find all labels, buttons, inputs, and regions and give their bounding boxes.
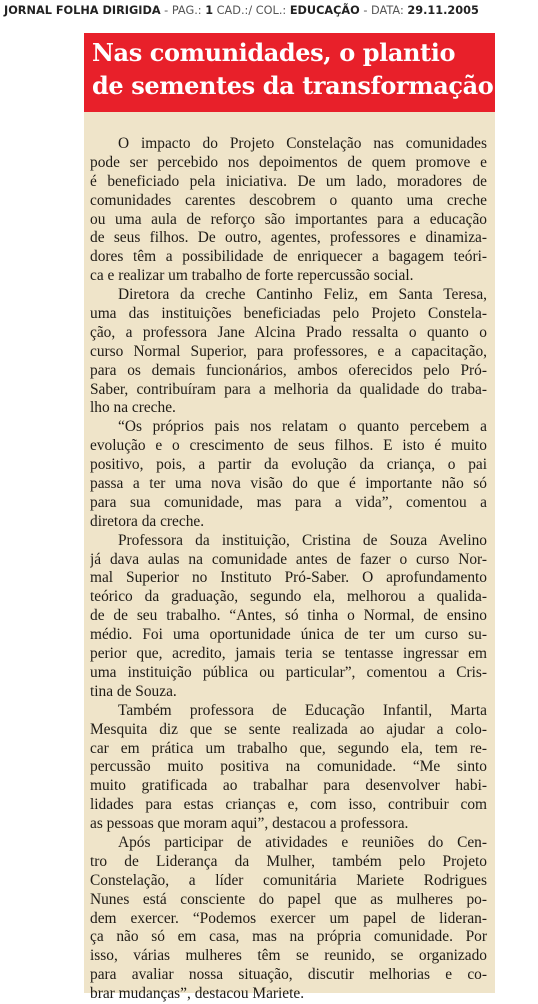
article-line: isso, várias mulheres têm se reunido, se organizado bbox=[90, 947, 487, 965]
article-line: ou uma aula de reforço são importantes para a educação bbox=[90, 210, 487, 228]
article-line: para sua comunidade, mas para a vida”, comentou a bbox=[90, 493, 487, 511]
date-label: - DATA: bbox=[359, 4, 408, 17]
section-value: EDUCAÇÃO bbox=[289, 4, 360, 17]
article-line: positivo, pois, a partir da evolução da criança, o pai bbox=[90, 456, 487, 474]
article-line: passa a ter uma nova visão do que é importante não só bbox=[90, 475, 487, 493]
article-line: car em prática um trabalho que, segundo ela, tem re- bbox=[90, 739, 487, 757]
article-line: Também professora de Educação Infantil, Marta bbox=[118, 701, 487, 719]
headline-band bbox=[84, 33, 495, 112]
article-line: teórico da graduação, segundo ela, melhorou a qualida- bbox=[90, 588, 487, 606]
article-line: uma das instituições beneficiadas pelo Projeto Constela- bbox=[90, 305, 487, 323]
article-line: de de seu trabalho. “Antes, só tinha o Normal, de ensino bbox=[90, 607, 487, 625]
article-line: pode ser percebido nos depoimentos de quem promove e bbox=[90, 153, 487, 171]
headline-line-1: Nas comunidades, o plantio bbox=[92, 38, 456, 67]
article-line: dores têm a possibilidade de enriquecer a bagagem teóri- bbox=[90, 248, 487, 266]
article-line: comunidades carentes descobrem o quanto uma creche bbox=[90, 191, 487, 209]
article-line: O impacto do Projeto Constelação nas comunidades bbox=[118, 135, 487, 152]
article-line: percussão muito positiva na comunidade. “Me sinto bbox=[90, 758, 487, 776]
article-line: Professora da instituição, Cristina de Souza Avelino bbox=[118, 531, 487, 549]
article-line: tro de Liderança da Mulher, também pelo Projeto bbox=[90, 852, 487, 870]
article-line: para os demais funcionários, ambos oferecidos pelo Pró- bbox=[90, 361, 487, 379]
article-line: Diretora da creche Cantinho Feliz, em Santa Teresa, bbox=[118, 286, 487, 304]
date-value: 29.11.2005 bbox=[407, 4, 479, 17]
article-line: curso Normal Superior, para professores, e a capacitação, bbox=[90, 342, 487, 360]
section-label: CAD.:/ COL.: bbox=[213, 4, 290, 17]
article-line: tina de Souza. bbox=[90, 682, 177, 700]
article-line: muito gratificada ao trabalhar para desenvolver habi- bbox=[90, 777, 487, 795]
headline-line-2: de sementes da transformação bbox=[92, 71, 494, 100]
page-value: 1 bbox=[205, 4, 214, 17]
article-line: Nunes está consciente do papel que as mulheres po- bbox=[90, 890, 487, 908]
article-line: perior que, acredito, jamais teria se tentasse ingressar em bbox=[90, 645, 487, 663]
article-line: as pessoas que moram aqui”, destacou a professora. bbox=[90, 815, 409, 833]
article-line: dem exercer. “Podemos exercer um papel de lideran- bbox=[90, 909, 487, 927]
article-line: de seus filhos. De outro, agentes, professores e dinamiza- bbox=[90, 229, 487, 247]
article-line: já dava aulas na comunidade antes de fazer o curso Nor- bbox=[90, 550, 487, 568]
article-line: para avaliar nossa situação, discutir melhorias e co- bbox=[90, 966, 487, 984]
article-line: ca e realizar um trabalho de forte repercussão social. bbox=[90, 267, 414, 285]
page-label: - PAG.: bbox=[160, 4, 206, 17]
clipping-header bbox=[4, 4, 534, 17]
article-line: Saber, contribuíram para a melhoria da qualidade do traba- bbox=[90, 380, 487, 398]
article-body bbox=[90, 135, 487, 1004]
article-line: ção, a professora Jane Alcina Prado ressalta o quanto o bbox=[90, 323, 487, 341]
article-line: Mesquita diz que se sente realizada ao ajudar a colo- bbox=[90, 720, 487, 738]
article-line: lho na creche. bbox=[90, 399, 176, 417]
article-line: Após participar de atividades e reuniões do Cen- bbox=[118, 833, 487, 851]
article-line: brar mudanças”, destacou Mariete. bbox=[90, 985, 305, 1003]
article-line: mal Superior no Instituto Pró-Saber. O aprofundamento bbox=[90, 569, 487, 587]
article-line: médio. Foi uma oportunidade única de ter um curso su- bbox=[90, 626, 487, 644]
newspaper-clipping bbox=[84, 33, 495, 1003]
article-line: evolução e o crescimento de seus filhos. E isto é muito bbox=[90, 437, 487, 455]
article-line: ça não só em casa, mas na própria comunidade. Por bbox=[90, 928, 487, 946]
publication-name: JORNAL FOLHA DIRIGIDA bbox=[4, 4, 161, 17]
article-line: “Os próprios pais nos relatam o quanto percebem a bbox=[118, 418, 487, 436]
article-line: diretora da creche. bbox=[90, 512, 205, 530]
article-line: é beneficiado pela iniciativa. De um lado, moradores de bbox=[90, 172, 487, 190]
article-line: uma instituição pública ou particular”, comentou a Cris- bbox=[90, 663, 487, 681]
article-line: Constelação, a líder comunitária Mariete Rodrigues bbox=[90, 871, 487, 889]
article-line: lidades para estas crianças e, com isso, contribuir com bbox=[90, 796, 487, 814]
